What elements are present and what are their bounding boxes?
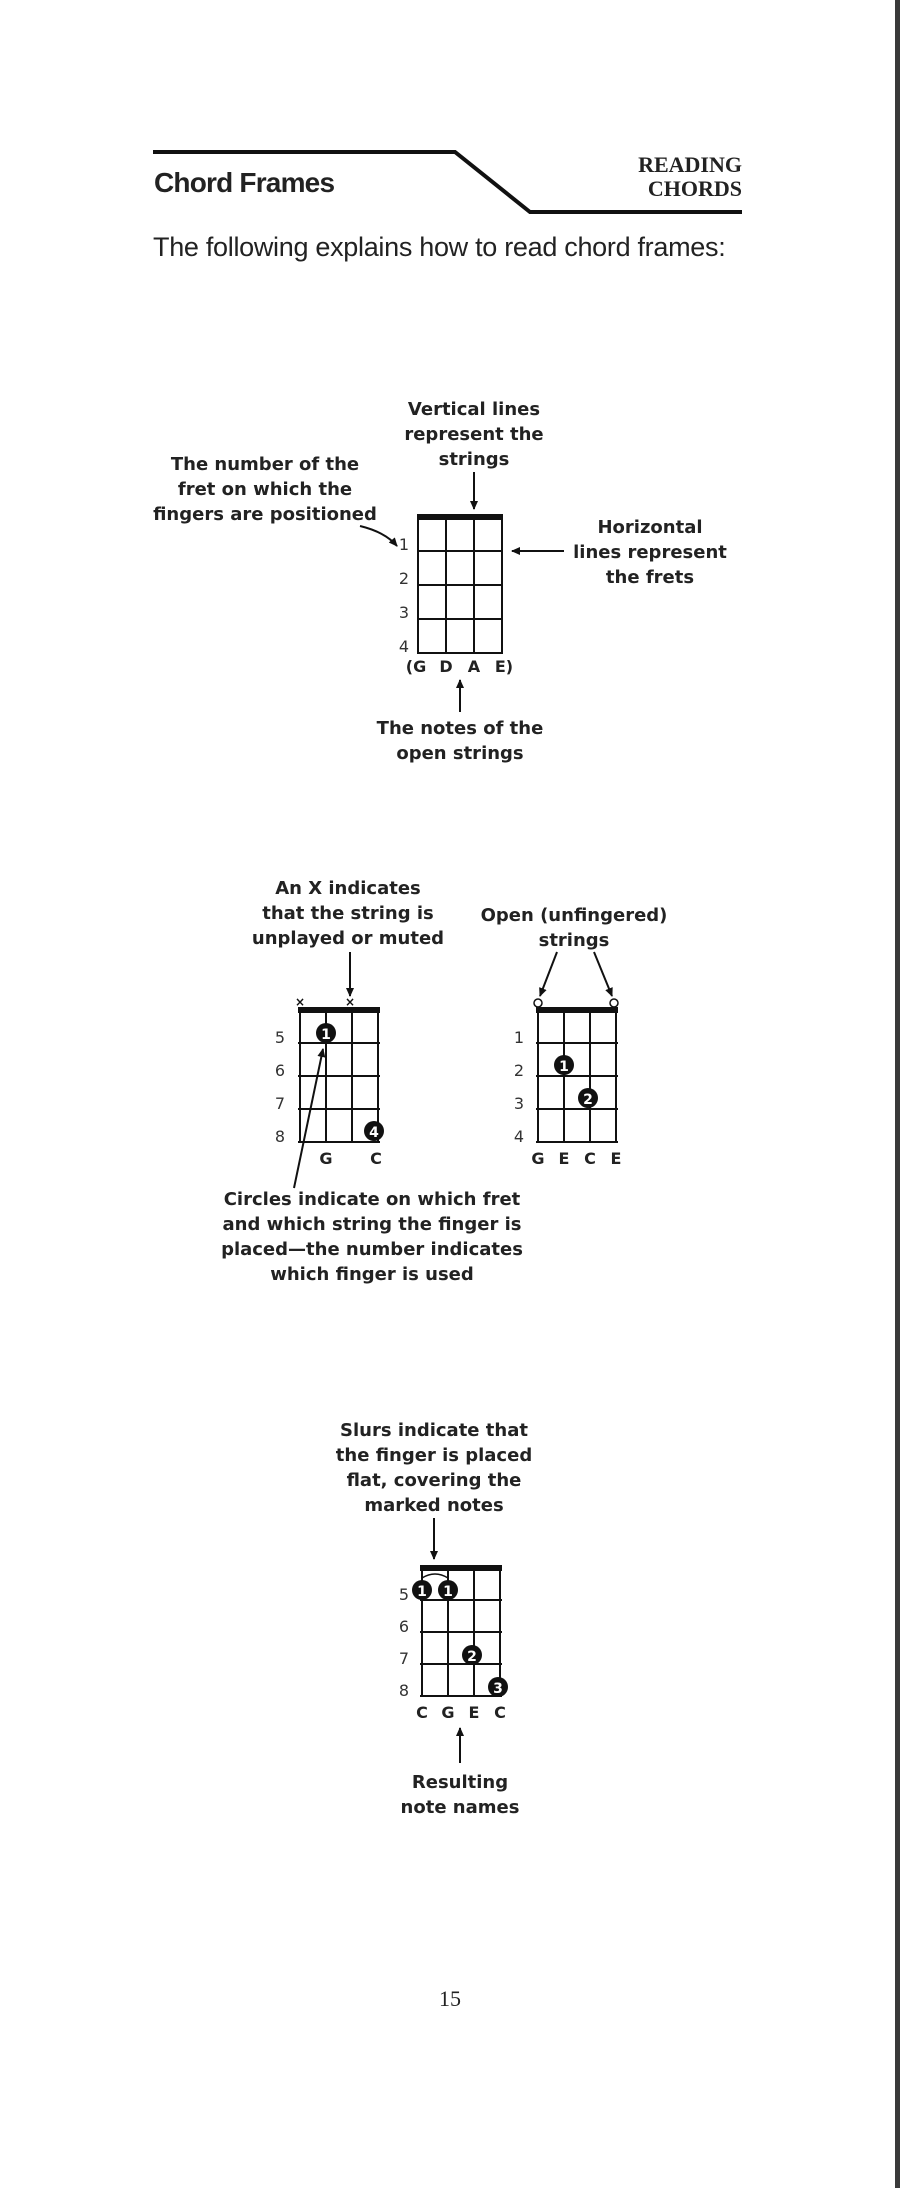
- finger-dot: [316, 1023, 336, 1043]
- fret-number: 7: [274, 1094, 286, 1113]
- open-string-markers: [534, 999, 618, 1007]
- fret-number: 8: [398, 1681, 410, 1700]
- label-line: flat, covering the: [346, 1470, 522, 1491]
- fret-numbers: [399, 535, 409, 656]
- label-line: The number of the: [170, 454, 360, 475]
- label-line: An X indicates: [275, 878, 421, 899]
- fret-numbers: [399, 1585, 409, 1700]
- fret-number: 1: [398, 535, 410, 554]
- fret-number: 4: [513, 1127, 525, 1146]
- label-line: Open (unfingered): [480, 905, 668, 926]
- label-line: The notes of the: [376, 718, 544, 739]
- finger-dot: [578, 1088, 598, 1108]
- label-line: which finger is used: [270, 1264, 474, 1285]
- fret-number: 1: [513, 1028, 525, 1047]
- fretboard-grid: [536, 1010, 618, 1142]
- string-note: D: [439, 657, 453, 676]
- label-line: represent the: [404, 424, 544, 445]
- fret-numbers: [275, 1028, 285, 1146]
- string-note: G: [531, 1149, 545, 1168]
- fret-number: 4: [398, 637, 410, 656]
- label-open-strings: [377, 718, 544, 764]
- arrow: [594, 952, 612, 996]
- finger-number: 1: [559, 1059, 569, 1075]
- label-line: Vertical lines: [407, 399, 541, 420]
- label-line: unplayed or muted: [251, 928, 445, 949]
- label-line: marked notes: [364, 1495, 504, 1516]
- string-note: E): [494, 657, 514, 676]
- label-vertical-lines: [404, 399, 543, 470]
- fretboard-grid: [298, 1010, 380, 1142]
- string-note: (G: [405, 657, 427, 676]
- fret-number: 2: [398, 569, 410, 588]
- label-open-unfingered: [481, 905, 668, 951]
- finger-number: 1: [443, 1584, 453, 1600]
- string-note: C: [494, 1703, 506, 1722]
- finger-number: 3: [493, 1681, 503, 1697]
- string-note: C: [416, 1703, 428, 1722]
- chord-frame-slur: [336, 1420, 532, 1818]
- label-slurs: [336, 1420, 532, 1516]
- label-line: Horizontal: [597, 517, 703, 538]
- fret-numbers: [514, 1028, 524, 1146]
- fret-number: 5: [274, 1028, 286, 1047]
- label-line: placed—the number indicates: [221, 1239, 523, 1260]
- finger-dot: [488, 1677, 508, 1697]
- label-line: the finger is placed: [335, 1445, 533, 1466]
- string-notes: [319, 1149, 381, 1168]
- label-line: that the string is: [262, 903, 434, 924]
- label-horizontal-lines: [573, 517, 727, 588]
- fret-number: 6: [274, 1061, 286, 1080]
- label-line: lines represent: [573, 542, 727, 563]
- finger-number: 1: [321, 1027, 331, 1043]
- page-number: 15: [439, 1986, 461, 2011]
- mute-mark: ×: [294, 995, 306, 1009]
- finger-number: 4: [369, 1125, 379, 1141]
- label-line: note names: [400, 1797, 520, 1818]
- string-note: A: [467, 657, 481, 676]
- label-line: fingers are positioned: [153, 504, 377, 525]
- label-x-muted: [252, 878, 444, 949]
- label-resulting: [401, 1772, 520, 1818]
- fret-number: 2: [513, 1061, 525, 1080]
- label-line: the frets: [605, 567, 695, 588]
- finger-number: 1: [417, 1584, 427, 1600]
- label-fret-number: [153, 454, 377, 525]
- mute-mark: ×: [344, 995, 356, 1009]
- string-note: E: [468, 1703, 480, 1722]
- string-note: G: [319, 1149, 333, 1168]
- finger-dot: [438, 1580, 458, 1600]
- label-line: and which string the finger is: [222, 1214, 522, 1235]
- label-line: fret on which the: [177, 479, 353, 500]
- section-title: Chord Frames: [154, 167, 335, 198]
- label-line: Circles indicate on which fret: [223, 1189, 521, 1210]
- arrow: [360, 526, 397, 546]
- finger-dot: [462, 1645, 482, 1665]
- string-note: E: [610, 1149, 622, 1168]
- chord-frame-basic: [153, 399, 727, 764]
- arrow: [540, 952, 557, 996]
- fret-number: 3: [513, 1094, 525, 1113]
- fret-number: 3: [398, 603, 410, 622]
- string-notes: [416, 1703, 506, 1722]
- string-note: C: [584, 1149, 596, 1168]
- mute-marks: [295, 995, 355, 1009]
- chord-frame-muted: [221, 878, 523, 1285]
- finger-dot: [554, 1055, 574, 1075]
- open-circle-icon: [610, 999, 618, 1007]
- string-note: E: [558, 1149, 570, 1168]
- finger-dot: [412, 1580, 432, 1600]
- open-circle-icon: [534, 999, 542, 1007]
- finger-number: 2: [467, 1649, 477, 1665]
- string-notes: [406, 657, 513, 676]
- label-line: open strings: [396, 743, 524, 764]
- fret-number: 5: [398, 1585, 410, 1604]
- slur-mark: [422, 1574, 448, 1578]
- fretboard-grid: [420, 1568, 502, 1696]
- label-line: strings: [438, 449, 510, 470]
- finger-number: 2: [583, 1092, 593, 1108]
- string-note: C: [370, 1149, 382, 1168]
- fret-number: 8: [274, 1127, 286, 1146]
- string-note: G: [441, 1703, 455, 1722]
- label-line: Resulting: [411, 1772, 509, 1793]
- intro-paragraph: The following explains how to read chord frames:: [153, 232, 726, 262]
- label-line: Slurs indicate that: [340, 1420, 528, 1441]
- fret-number: 7: [398, 1649, 410, 1668]
- fret-number: 6: [398, 1617, 410, 1636]
- category-line-1: READING: [638, 152, 742, 177]
- fretboard-grid: [417, 517, 503, 653]
- chord-frame-open: [481, 905, 668, 1168]
- finger-dot: [364, 1121, 384, 1141]
- label-circles: [221, 1189, 523, 1285]
- category-line-2: CHORDS: [647, 176, 742, 201]
- label-line: strings: [538, 930, 610, 951]
- string-notes: [531, 1149, 621, 1168]
